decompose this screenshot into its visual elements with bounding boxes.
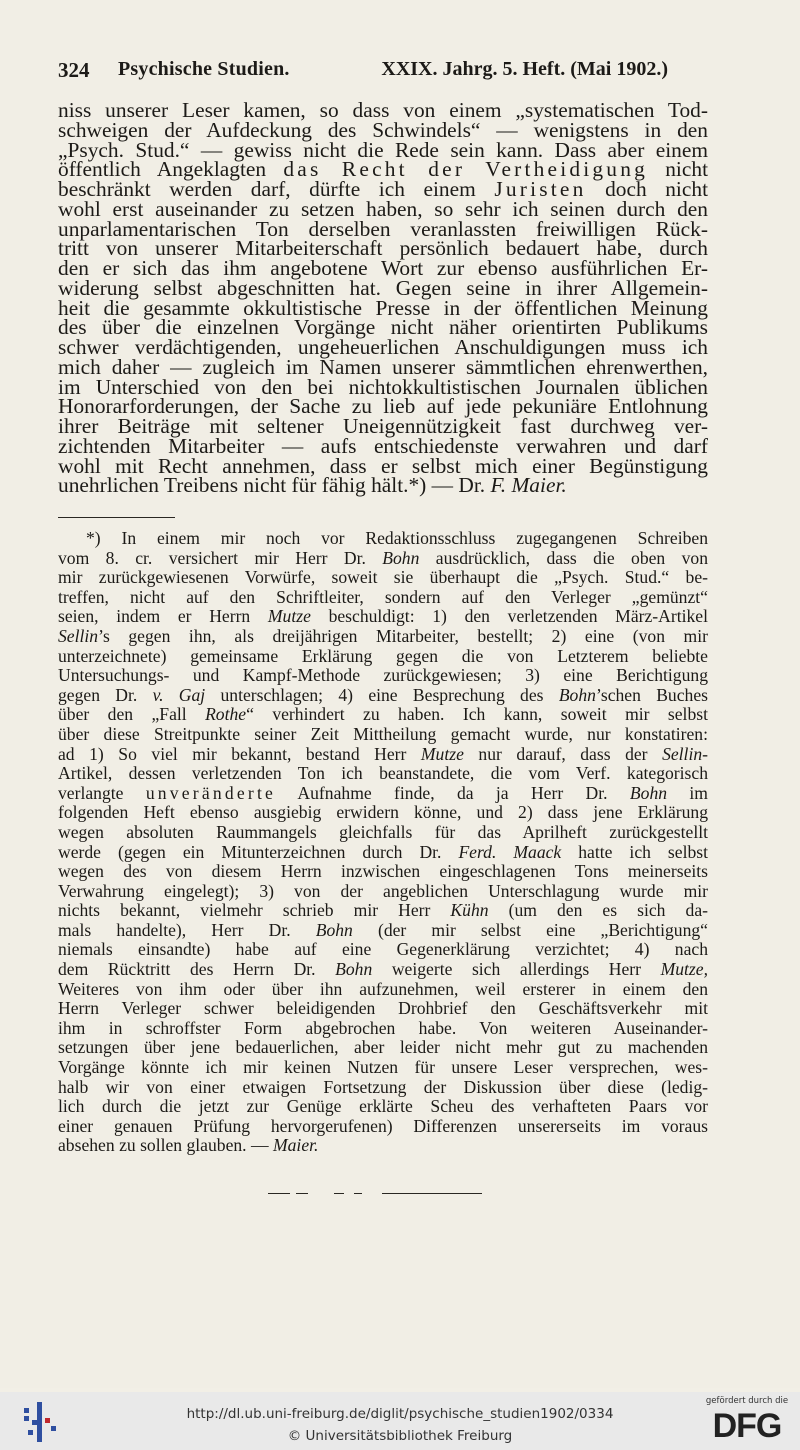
footnote-line: über diese Streitpunkte seiner Zeit Mittheilung gemacht wurde, nur konstatiren: [58,723,708,744]
footnote-line: ad 1) So viel mir bekannt, bestand Herr Mutze nur darauf, dass der Sellin- [58,743,708,764]
dfg-logo-text: DFG [712,1407,782,1445]
footnote-line: mals handelte), Herr Dr. Bohn (der mir selbst eine „Berichtigung“ [58,919,708,940]
footnote [58,529,708,1156]
end-rule [382,1193,482,1194]
dfg-caption: gefördert durch die [705,1396,789,1406]
running-header [58,58,668,88]
footnote-line: Artikel, dessen verletzenden Ton ich beanstandete, die vom Verf. kategorisch [58,763,708,784]
footnote-line: werde (gegen ein Mitunterzeichnen durch Dr. Ferd. Maack hatte ich selbst [58,841,708,862]
footnote-line: setzungen über jene bedauerlichen, aber leider nicht mehr gut zu machenden [58,1037,708,1058]
footnote-line: folgenden Heft ebenso ausgiebig erwidern könne, und 2) dass jene Erklärung [58,802,708,823]
text-line: unehrlichen Treibens nicht für fähig hält.*) — Dr. F. Maier. [58,473,567,498]
copyright-text: © Universitätsbibliothek Freiburg [287,1428,513,1444]
text-line: schwer verdächtigenden, ungeheuerlichen Anschuldigungen muss ich [58,335,708,359]
footnote-signature: Maier. [272,1135,319,1156]
end-rule [354,1193,362,1194]
spaced-emphasis: das Recht der Vertheidigung [283,157,648,182]
footnote-rule [58,517,175,518]
footnote-line: vom 8. cr. versichert mir Herr Dr. Bohn ausdrücklich, dass die oben von [58,547,708,568]
text-line: wohl mit Recht annehmen, dass er selbst mich einer Begünstigung [58,453,708,478]
footnote-line: absehen zu sollen glauben. — Maier. [58,1135,319,1156]
text-line: niss unserer Leser kamen, so dass von einem „systematischen Tod- [58,98,708,122]
issue-info: XXIX. Jahrg. 5. Heft. (Mai 1902.) [381,58,668,80]
footnote-line: über den „Fall Rothe“ verhindert zu haben. Ich kann, soweit mir selbst [58,704,708,725]
source-url-link[interactable]: http://dl.ub.uni-freiburg.de/diglit/psychische_studien1902/0334 [186,1406,614,1422]
body-text [58,98,709,498]
text-line: mich daher — zugleich im Namen unserer sämmtlichen ehrenwerthen, [58,354,708,379]
text-line: des über die einzelnen Vorgänge nicht näher orientirten Publikums [58,315,708,340]
footnote-line: unterzeichnete) gemeinsame Erklärung gegen die von Letzterem beliebte [58,645,708,666]
footnote-line: Sellin’s gegen ihn, als dreijährigen Mitarbeiter, bestellt; 2) eine (von mir [58,625,708,646]
footnote-line: niemals einsandte) habe auf eine Gegenerklärung verzichtet; 4) nach [58,939,708,960]
text-line: wohl erst auseinander zu setzen haben, so sehr ich seinen durch den [58,196,708,221]
text-line: zichtenden Mitarbeiter — aufs entschiedenste verwahren und darf [58,433,708,458]
dfg-logo [704,1396,790,1446]
text-line: tritt von unserer Mitarbeiterschaft persönlich bedauert habe, durch [58,236,708,261]
text-line: den er sich das ihm angebotene Wort zur ebenso ausführlichen Er- [58,256,708,280]
footnote-line: treffen, nicht auf den Schriftleiter, sondern auf den Verleger „gemünzt“ [58,586,708,607]
footnote-line: *) In einem mir noch vor Redaktionsschluss zugegangenen Schreiben [86,528,708,548]
text-line: widerung selbst abgeschnitten hat. Gegen seine in ihrer Allgemein- [58,275,708,300]
page-number: 324 [58,58,90,82]
author-signature: F. Maier. [490,473,567,498]
text-line: schweigen der Aufdeckung des Schwindels“ — wenigstens in den [58,117,708,142]
footnote-line: lich durch die jetzt zur Genüge erklärte Scheu des verhafteten Paars vor [58,1096,708,1117]
footnote-line: Weiteres von ihm oder über ihn aufzunehmen, weil ersterer in einem den [58,978,708,999]
text-line: ihrer Beiträge mit seltener Uneigennützigkeit fast durchweg ver- [58,414,708,438]
footnote-line: wegen des von diesem Herrn inzwischen eingeschlagenen Tons meinerseits [58,861,708,882]
footnote-line: verlangte unveränderte Aufnahme finde, da ja Herr Dr. Bohn im [58,782,708,803]
end-rule [268,1193,290,1194]
text-line: öffentlich Angeklagten das Recht der Vertheidigung nicht [58,157,709,182]
footnote-line: wegen absoluten Raummangels gleichfalls für das Aprilheft zurückgestellt [58,821,708,842]
footnote-line: nichts bekannt, vielmehr schrieb mir Herr Kühn (um den es sich da- [58,900,708,921]
text-line: im Unterschied von den bei nichtokkultistischen Journalen üblichen [58,374,708,399]
footnote-line: einer genauen Prüfung hervorgerufenen) Differenzen unsererseits im voraus [58,1115,708,1136]
footnote-line: Herrn Verleger schwer beleidigenden Drohbrief den Geschäftsverkehr mit [58,998,708,1019]
end-rule [296,1193,308,1194]
footnote-line: ihm in schroffster Form abgebrochen habe. Von weiteren Auseinander- [58,1017,708,1038]
footnote-line: gegen Dr. v. Gaj unterschlagen; 4) eine Besprechung des Bohn’schen Buches [58,684,708,705]
footnote-line: halb wir von einer etwaigen Fortsetzung der Diskussion über diese (ledig- [58,1076,708,1097]
footnote-line: Verwahrung eingelegt); 3) von der angeblichen Unterschlagung wurde mir [58,880,708,901]
text-line: Honorarforderungen, der Sache zu lieb auf jede pekuniäre Entlohnung [58,394,708,419]
footnote-line: Untersuchungs- und Kampf-Methode zurückgewiesen; 3) eine Berichtigung [58,665,708,686]
text-line: unparlamentarischen Ton derselben veranlassten freiwilligen Rück- [58,216,708,241]
footnote-line: mir zurückgewiesenen Vorwürfe, soweit sie überhaupt die „Psych. Stud.“ be- [58,567,708,588]
spaced-emphasis: Juristen [494,177,587,201]
text-line: heit die gesammte okkultistische Presse in der öffentlichen Meinung [58,295,708,320]
footnote-line: dem Rücktritt des Herrn Dr. Bohn weigerte sich allerdings Herr Mutze, [58,959,708,980]
viewer-footer [0,1392,800,1450]
text-line: beschränkt werden darf, dürfte ich einem Juristen doch nicht [58,177,709,201]
footnote-line: seien, indem er Herrn Mutze beschuldigt: 1) den verletzenden März-Artikel [58,606,708,627]
journal-title: Psychische Studien. [118,58,290,80]
text-line: „Psych. Stud.“ — gewiss nicht die Rede sein kann. Dass aber einem [58,137,708,162]
footnote-line: Vorgänge könnte ich mir keinen Nutzen für unsere Leser versprechen, wes- [58,1057,708,1078]
end-rule [334,1193,344,1194]
